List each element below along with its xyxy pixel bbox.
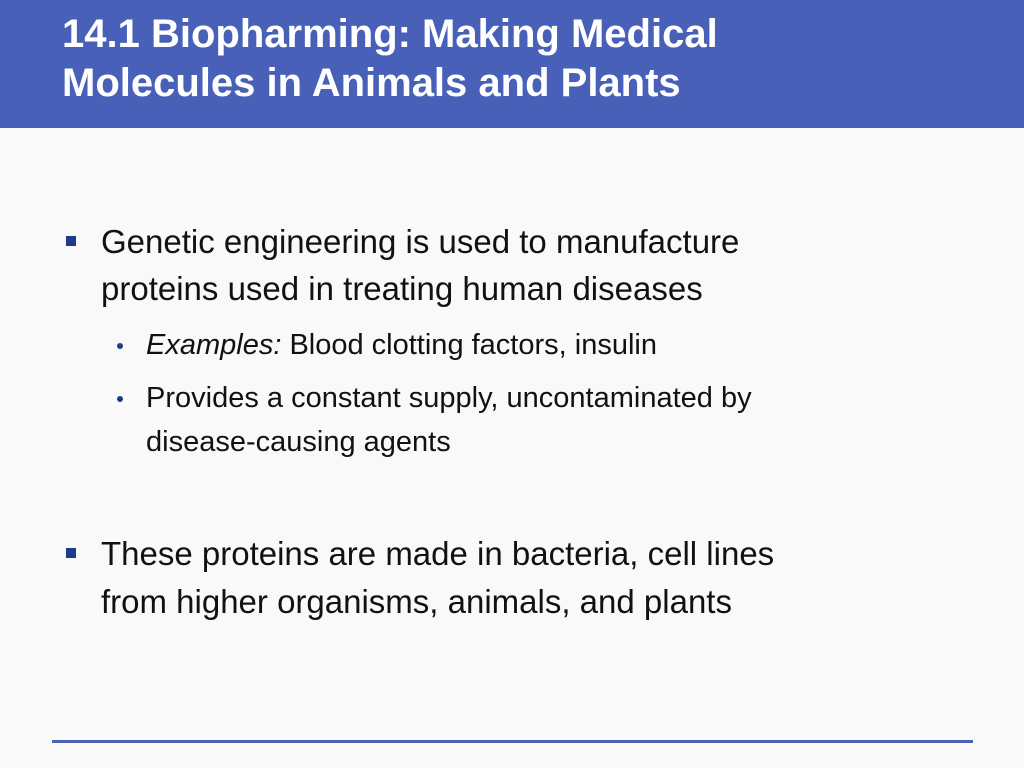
sub-bullet-text [146, 327, 657, 363]
footer-divider [52, 740, 973, 743]
sub-bullet-label: Examples: [146, 329, 282, 361]
bullet-text-line: from higher organisms, animals, and plants [101, 583, 732, 620]
sub-bullet-text-line: disease-causing agents [146, 426, 451, 458]
sub-bullet-body: Blood clotting factors, insulin [289, 329, 657, 361]
slide-title-line-2: Molecules in Animals and Plants [62, 61, 681, 105]
slide-title-line-1: 14.1 Biopharming: Making Medical [62, 12, 718, 56]
dot-bullet-icon [117, 396, 123, 402]
sub-bullet-text-line: Provides a constant supply, uncontaminated by [146, 382, 752, 414]
square-bullet-icon [66, 548, 76, 558]
bullet-text-line: These proteins are made in bacteria, cell lines [101, 535, 775, 572]
bullet-text-line: Genetic engineering is used to manufacture [101, 223, 740, 260]
bullet-text-line: proteins used in treating human diseases [101, 270, 703, 307]
dot-bullet-icon [117, 343, 123, 349]
square-bullet-icon [66, 236, 76, 246]
